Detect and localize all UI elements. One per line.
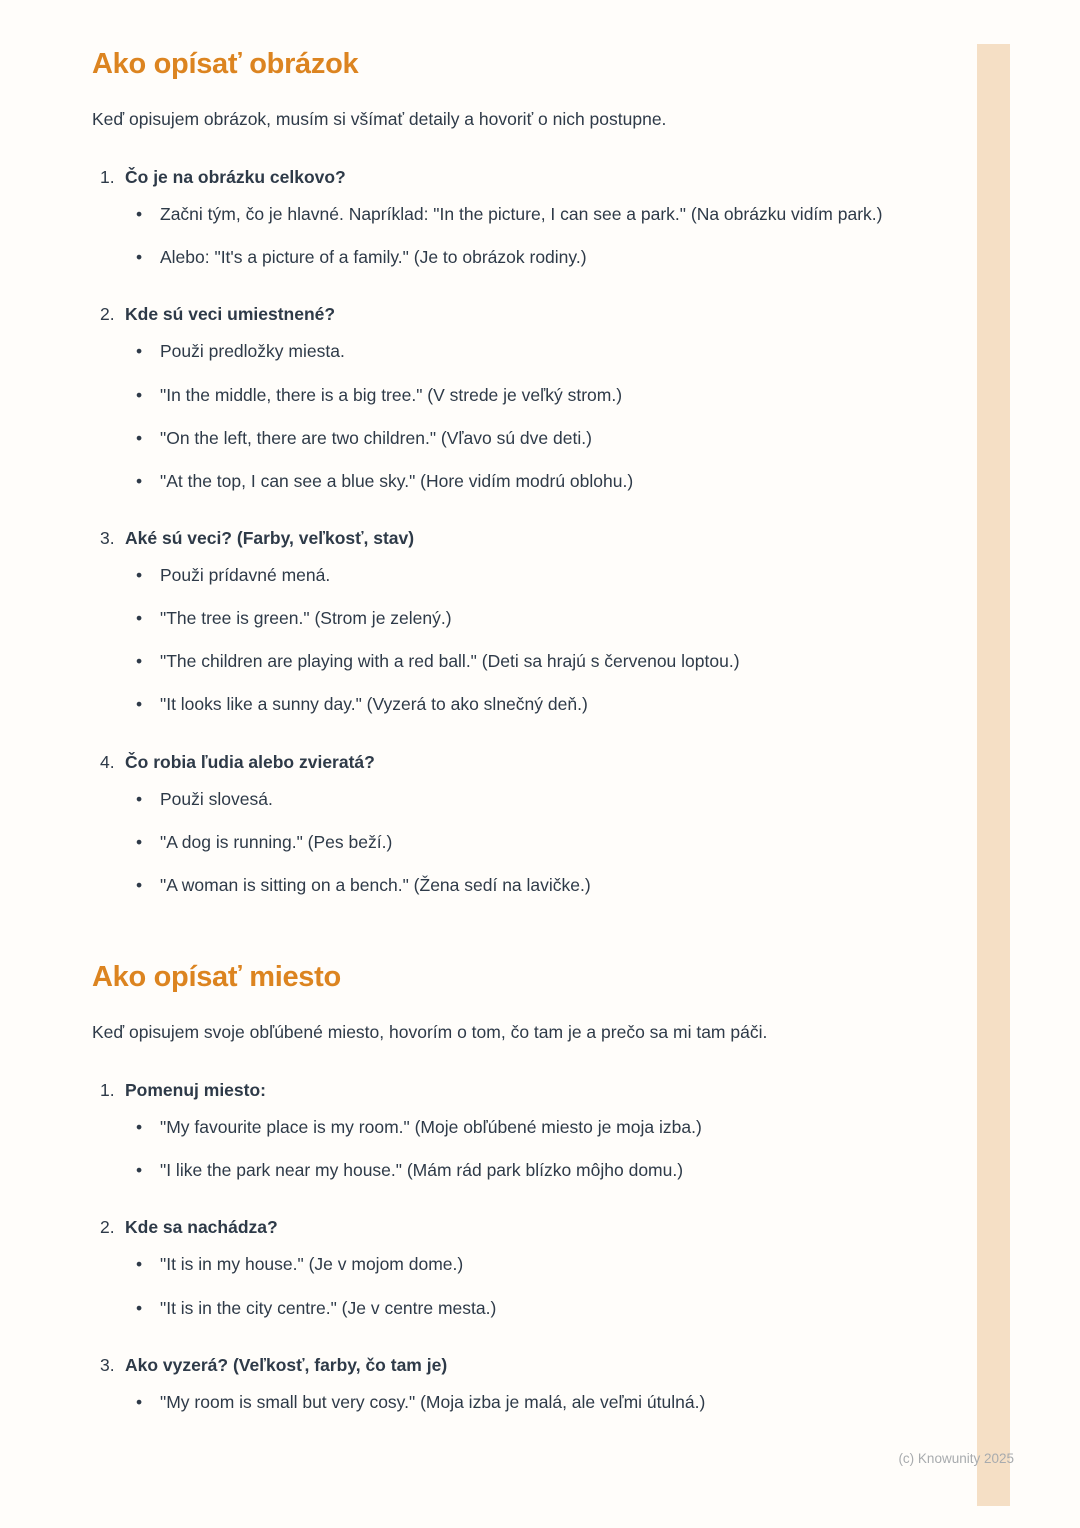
item-heading: Čo je na obrázku celkovo? (125, 166, 346, 187)
bullet-text: "My favourite place is my room." (Moje obľúbené miesto je moja izba.) (160, 1117, 702, 1137)
bullet-list (125, 338, 892, 495)
bullet-icon: • (136, 384, 143, 405)
section-intro: Keď opisujem obrázok, musím si všímať detaily a hovoriť o nich postupne. (92, 109, 667, 129)
bullet-icon: • (136, 1254, 143, 1275)
bullet-list (125, 201, 892, 271)
bullet-text: "A dog is running." (Pes beží.) (160, 831, 393, 852)
item-body (125, 301, 892, 511)
item-body (125, 1352, 892, 1432)
bullet-item (125, 201, 892, 228)
bullet-icon: • (136, 470, 143, 491)
bullet-item (125, 1251, 892, 1278)
item-body (125, 1214, 892, 1337)
bullet-list (125, 1251, 892, 1321)
bullet-item (125, 382, 892, 409)
bullet-item (125, 1114, 892, 1141)
bullet-text: "In the middle, there is a big tree." (V strede je veľký strom.) (160, 384, 623, 405)
numbered-item (92, 301, 892, 511)
item-number: 3. (100, 1354, 115, 1375)
item-body (125, 1077, 892, 1200)
item-body (125, 164, 892, 287)
bullet-item (125, 786, 892, 813)
bullet-icon: • (136, 874, 143, 895)
numbered-item-row (92, 525, 892, 735)
bullet-text: "It looks like a sunny day." (Vyzerá to ako slnečný deň.) (160, 694, 588, 715)
bullet-item (125, 1295, 892, 1322)
bullet-item (125, 1157, 892, 1184)
item-body (125, 525, 892, 735)
item-number: 1. (100, 1079, 115, 1100)
bullet-item (125, 338, 892, 365)
bullet-icon: • (136, 694, 143, 715)
bullet-item (125, 1389, 892, 1416)
accent-stripe (977, 44, 1010, 1506)
item-heading: Aké sú veci? (Farby, veľkosť, stav) (125, 527, 415, 548)
bullet-icon: • (136, 247, 143, 268)
bullet-list (125, 1389, 892, 1416)
bullet-text: "The tree is green." (Strom je zelený.) (160, 608, 452, 629)
bullet-item (125, 829, 892, 856)
bullet-item (125, 648, 892, 675)
bullet-text: Použi predložky miesta. (160, 341, 345, 362)
numbered-item-row (92, 1077, 892, 1200)
numbered-item (92, 1214, 892, 1337)
bullet-text: "At the top, I can see a blue sky." (Hore vidím modrú oblohu.) (160, 470, 634, 491)
numbered-item-row (92, 749, 892, 916)
bullet-text: "It is in my house." (Je v mojom dome.) (160, 1254, 464, 1275)
section-title: Ako opísať obrázok (92, 48, 359, 80)
numbered-item-row (92, 1352, 892, 1432)
item-heading: Ako vyzerá? (Veľkosť, farby, čo tam je) (125, 1354, 448, 1375)
numbered-item (92, 1077, 892, 1200)
bullet-text: Alebo: "It's a picture of a family." (Je to obrázok rodiny.) (160, 247, 587, 268)
section-intro: Keď opisujem svoje obľúbené miesto, hovorím o tom, čo tam je a prečo sa mi tam páči. (92, 1022, 768, 1042)
numbered-item (92, 749, 892, 916)
numbered-item-row (92, 1214, 892, 1337)
bullet-icon: • (136, 427, 143, 448)
copyright-footer: (c) Knowunity 2025 (898, 1451, 1014, 1466)
bullet-text: Použi prídavné mená. (160, 565, 331, 585)
item-number: 1. (100, 166, 115, 187)
item-heading: Kde sú veci umiestnené? (125, 304, 336, 325)
sections-root (92, 48, 892, 1432)
bullet-icon: • (136, 1117, 143, 1137)
bullet-icon: • (136, 651, 143, 672)
bullet-text: "The children are playing with a red ball." (Deti sa hrajú s červenou loptou.) (160, 651, 740, 672)
bullet-item (125, 425, 892, 452)
bullet-list (125, 1114, 892, 1184)
bullet-text: "My room is small but very cosy." (Moja izba je malá, ale veľmi útulná.) (160, 1391, 706, 1412)
bullet-item (125, 605, 892, 632)
bullet-icon: • (136, 831, 143, 852)
bullet-icon: • (136, 1297, 143, 1318)
section-title: Ako opísať miesto (92, 961, 341, 993)
bullet-icon: • (136, 341, 143, 362)
item-heading: Kde sa nachádza? (125, 1217, 278, 1238)
item-number: 2. (100, 1217, 115, 1238)
bullet-text: Začni tým, čo je hlavné. Napríklad: "In the picture, I can see a park." (Na obrázku vidím park.) (160, 204, 883, 224)
item-number: 4. (100, 751, 115, 772)
bullet-icon: • (136, 788, 143, 809)
item-number: 2. (100, 304, 115, 325)
numbered-item-row (92, 301, 892, 511)
item-body (125, 749, 892, 916)
numbered-item (92, 164, 892, 287)
bullet-item (125, 468, 892, 495)
bullet-text: Použi slovesá. (160, 788, 273, 809)
bullet-text: "I like the park near my house." (Mám rád park blízko môjho domu.) (160, 1160, 684, 1181)
bullet-icon: • (136, 1391, 143, 1412)
bullet-item (125, 872, 892, 899)
bullet-icon: • (136, 1160, 143, 1181)
document-content (92, 48, 892, 1446)
numbered-item-row (92, 164, 892, 287)
bullet-text: "It is in the city centre." (Je v centre mesta.) (160, 1297, 497, 1318)
bullet-text: "A woman is sitting on a bench." (Žena sedí na lavičke.) (160, 874, 591, 895)
item-heading: Pomenuj miesto: (125, 1079, 266, 1100)
bullet-icon: • (136, 608, 143, 629)
bullet-item (125, 562, 892, 589)
bullet-icon: • (136, 204, 143, 224)
item-heading: Čo robia ľudia alebo zvieratá? (125, 751, 375, 772)
numbered-item (92, 1352, 892, 1432)
bullet-list (125, 562, 892, 719)
numbered-item (92, 525, 892, 735)
bullet-item (125, 691, 892, 718)
item-number: 3. (100, 527, 115, 548)
section (92, 961, 892, 1432)
bullet-item (125, 244, 892, 271)
bullet-text: "On the left, there are two children." (Vľavo sú dve deti.) (160, 427, 592, 448)
bullet-list (125, 786, 892, 899)
bullet-icon: • (136, 565, 143, 585)
section (92, 48, 892, 915)
